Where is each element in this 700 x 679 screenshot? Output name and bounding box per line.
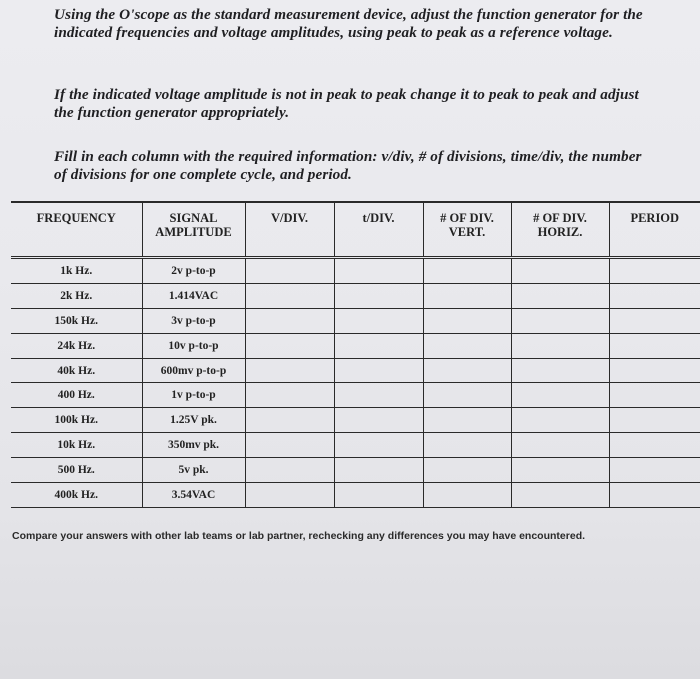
div-horiz-answer-cell[interactable] (511, 458, 609, 483)
period-answer-cell[interactable] (609, 333, 700, 358)
t-div-answer-cell[interactable] (334, 333, 423, 358)
table-row (11, 458, 700, 483)
v-div-answer-cell[interactable] (245, 308, 334, 333)
v-div-answer-cell[interactable] (245, 358, 334, 383)
t-div-answer-cell[interactable] (334, 458, 423, 483)
period-answer-cell[interactable] (609, 308, 700, 333)
amplitude-cell: 1v p-to-p (142, 383, 245, 408)
div-horiz-answer-cell[interactable] (511, 383, 609, 408)
div-horiz-answer-cell[interactable] (511, 283, 609, 308)
div-vert-answer-cell[interactable] (423, 333, 511, 358)
table-row (11, 258, 700, 284)
frequency-cell: 40k Hz. (11, 358, 142, 383)
div-vert-answer-cell[interactable] (423, 383, 511, 408)
v-div-answer-cell[interactable] (245, 333, 334, 358)
div-vert-answer-cell[interactable] (423, 358, 511, 383)
frequency-cell: 500 Hz. (11, 458, 142, 483)
div-horiz-answer-cell[interactable] (511, 433, 609, 458)
period-answer-cell[interactable] (609, 483, 700, 508)
amplitude-cell: 600mv p-to-p (142, 358, 245, 383)
table-row (11, 433, 700, 458)
amplitude-cell: 1.414VAC (142, 283, 245, 308)
div-vert-answer-cell[interactable] (423, 408, 511, 433)
instruction-paragraph-2: If the indicated voltage amplitude is not in peak to peak change it to peak to peak and adjust the function generator appropriately. (54, 86, 639, 121)
div-horiz-answer-cell[interactable] (511, 308, 609, 333)
period-answer-cell[interactable] (609, 358, 700, 383)
v-div-answer-cell[interactable] (245, 383, 334, 408)
div-vert-answer-cell[interactable] (423, 458, 511, 483)
measurement-table (11, 201, 700, 508)
header-period: PERIOD (609, 202, 700, 258)
div-vert-answer-cell[interactable] (423, 283, 511, 308)
div-horiz-answer-cell[interactable] (511, 358, 609, 383)
div-horiz-answer-cell[interactable] (511, 483, 609, 508)
t-div-answer-cell[interactable] (334, 408, 423, 433)
amplitude-cell: 3.54VAC (142, 483, 245, 508)
frequency-cell: 100k Hz. (11, 408, 142, 433)
amplitude-cell: 2v p-to-p (142, 258, 245, 284)
v-div-answer-cell[interactable] (245, 433, 334, 458)
period-answer-cell[interactable] (609, 258, 700, 284)
t-div-answer-cell[interactable] (334, 383, 423, 408)
amplitude-cell: 1.25V pk. (142, 408, 245, 433)
instruction-paragraph-3: Fill in each column with the required information: v/div, # of divisions, time/div, the number of divisions for one complete cycle, and period. (54, 148, 642, 183)
period-answer-cell[interactable] (609, 383, 700, 408)
frequency-cell: 10k Hz. (11, 433, 142, 458)
table-body (11, 258, 700, 508)
amplitude-cell: 5v pk. (142, 458, 245, 483)
table-row (11, 308, 700, 333)
div-horiz-answer-cell[interactable] (511, 333, 609, 358)
v-div-answer-cell[interactable] (245, 483, 334, 508)
t-div-answer-cell[interactable] (334, 483, 423, 508)
v-div-answer-cell[interactable] (245, 458, 334, 483)
table-header-row (11, 202, 700, 258)
div-vert-answer-cell[interactable] (423, 258, 511, 284)
period-answer-cell[interactable] (609, 458, 700, 483)
table-row (11, 408, 700, 433)
period-answer-cell[interactable] (609, 283, 700, 308)
t-div-answer-cell[interactable] (334, 358, 423, 383)
t-div-answer-cell[interactable] (334, 433, 423, 458)
header-t-div: t/DIV. (334, 202, 423, 258)
t-div-answer-cell[interactable] (334, 258, 423, 284)
div-horiz-answer-cell[interactable] (511, 258, 609, 284)
div-vert-answer-cell[interactable] (423, 483, 511, 508)
header-frequency: FREQUENCY (11, 202, 142, 258)
frequency-cell: 2k Hz. (11, 283, 142, 308)
table-row (11, 383, 700, 408)
table-row (11, 333, 700, 358)
header-div-horiz: # OF DIV. HORIZ. (511, 202, 609, 258)
frequency-cell: 24k Hz. (11, 333, 142, 358)
amplitude-cell: 10v p-to-p (142, 333, 245, 358)
t-div-answer-cell[interactable] (334, 308, 423, 333)
table-row (11, 358, 700, 383)
t-div-answer-cell[interactable] (334, 283, 423, 308)
header-signal-amplitude: SIGNAL AMPLITUDE (142, 202, 245, 258)
period-answer-cell[interactable] (609, 408, 700, 433)
instruction-paragraph-1: Using the O'scope as the standard measurement device, adjust the function generator for the indicated frequencies and voltage amplitudes, using peak to peak as a reference voltage. (54, 6, 643, 41)
header-div-vert: # OF DIV. VERT. (423, 202, 511, 258)
table-row (11, 483, 700, 508)
frequency-cell: 400k Hz. (11, 483, 142, 508)
frequency-cell: 400 Hz. (11, 383, 142, 408)
amplitude-cell: 350mv pk. (142, 433, 245, 458)
header-v-div: V/DIV. (245, 202, 334, 258)
amplitude-cell: 3v p-to-p (142, 308, 245, 333)
v-div-answer-cell[interactable] (245, 408, 334, 433)
table-row (11, 283, 700, 308)
footer-note: Compare your answers with other lab teams or lab partner, rechecking any differences you may have encountered. (12, 530, 586, 542)
v-div-answer-cell[interactable] (245, 258, 334, 284)
div-vert-answer-cell[interactable] (423, 433, 511, 458)
div-horiz-answer-cell[interactable] (511, 408, 609, 433)
frequency-cell: 1k Hz. (11, 258, 142, 284)
div-vert-answer-cell[interactable] (423, 308, 511, 333)
frequency-cell: 150k Hz. (11, 308, 142, 333)
period-answer-cell[interactable] (609, 433, 700, 458)
v-div-answer-cell[interactable] (245, 283, 334, 308)
